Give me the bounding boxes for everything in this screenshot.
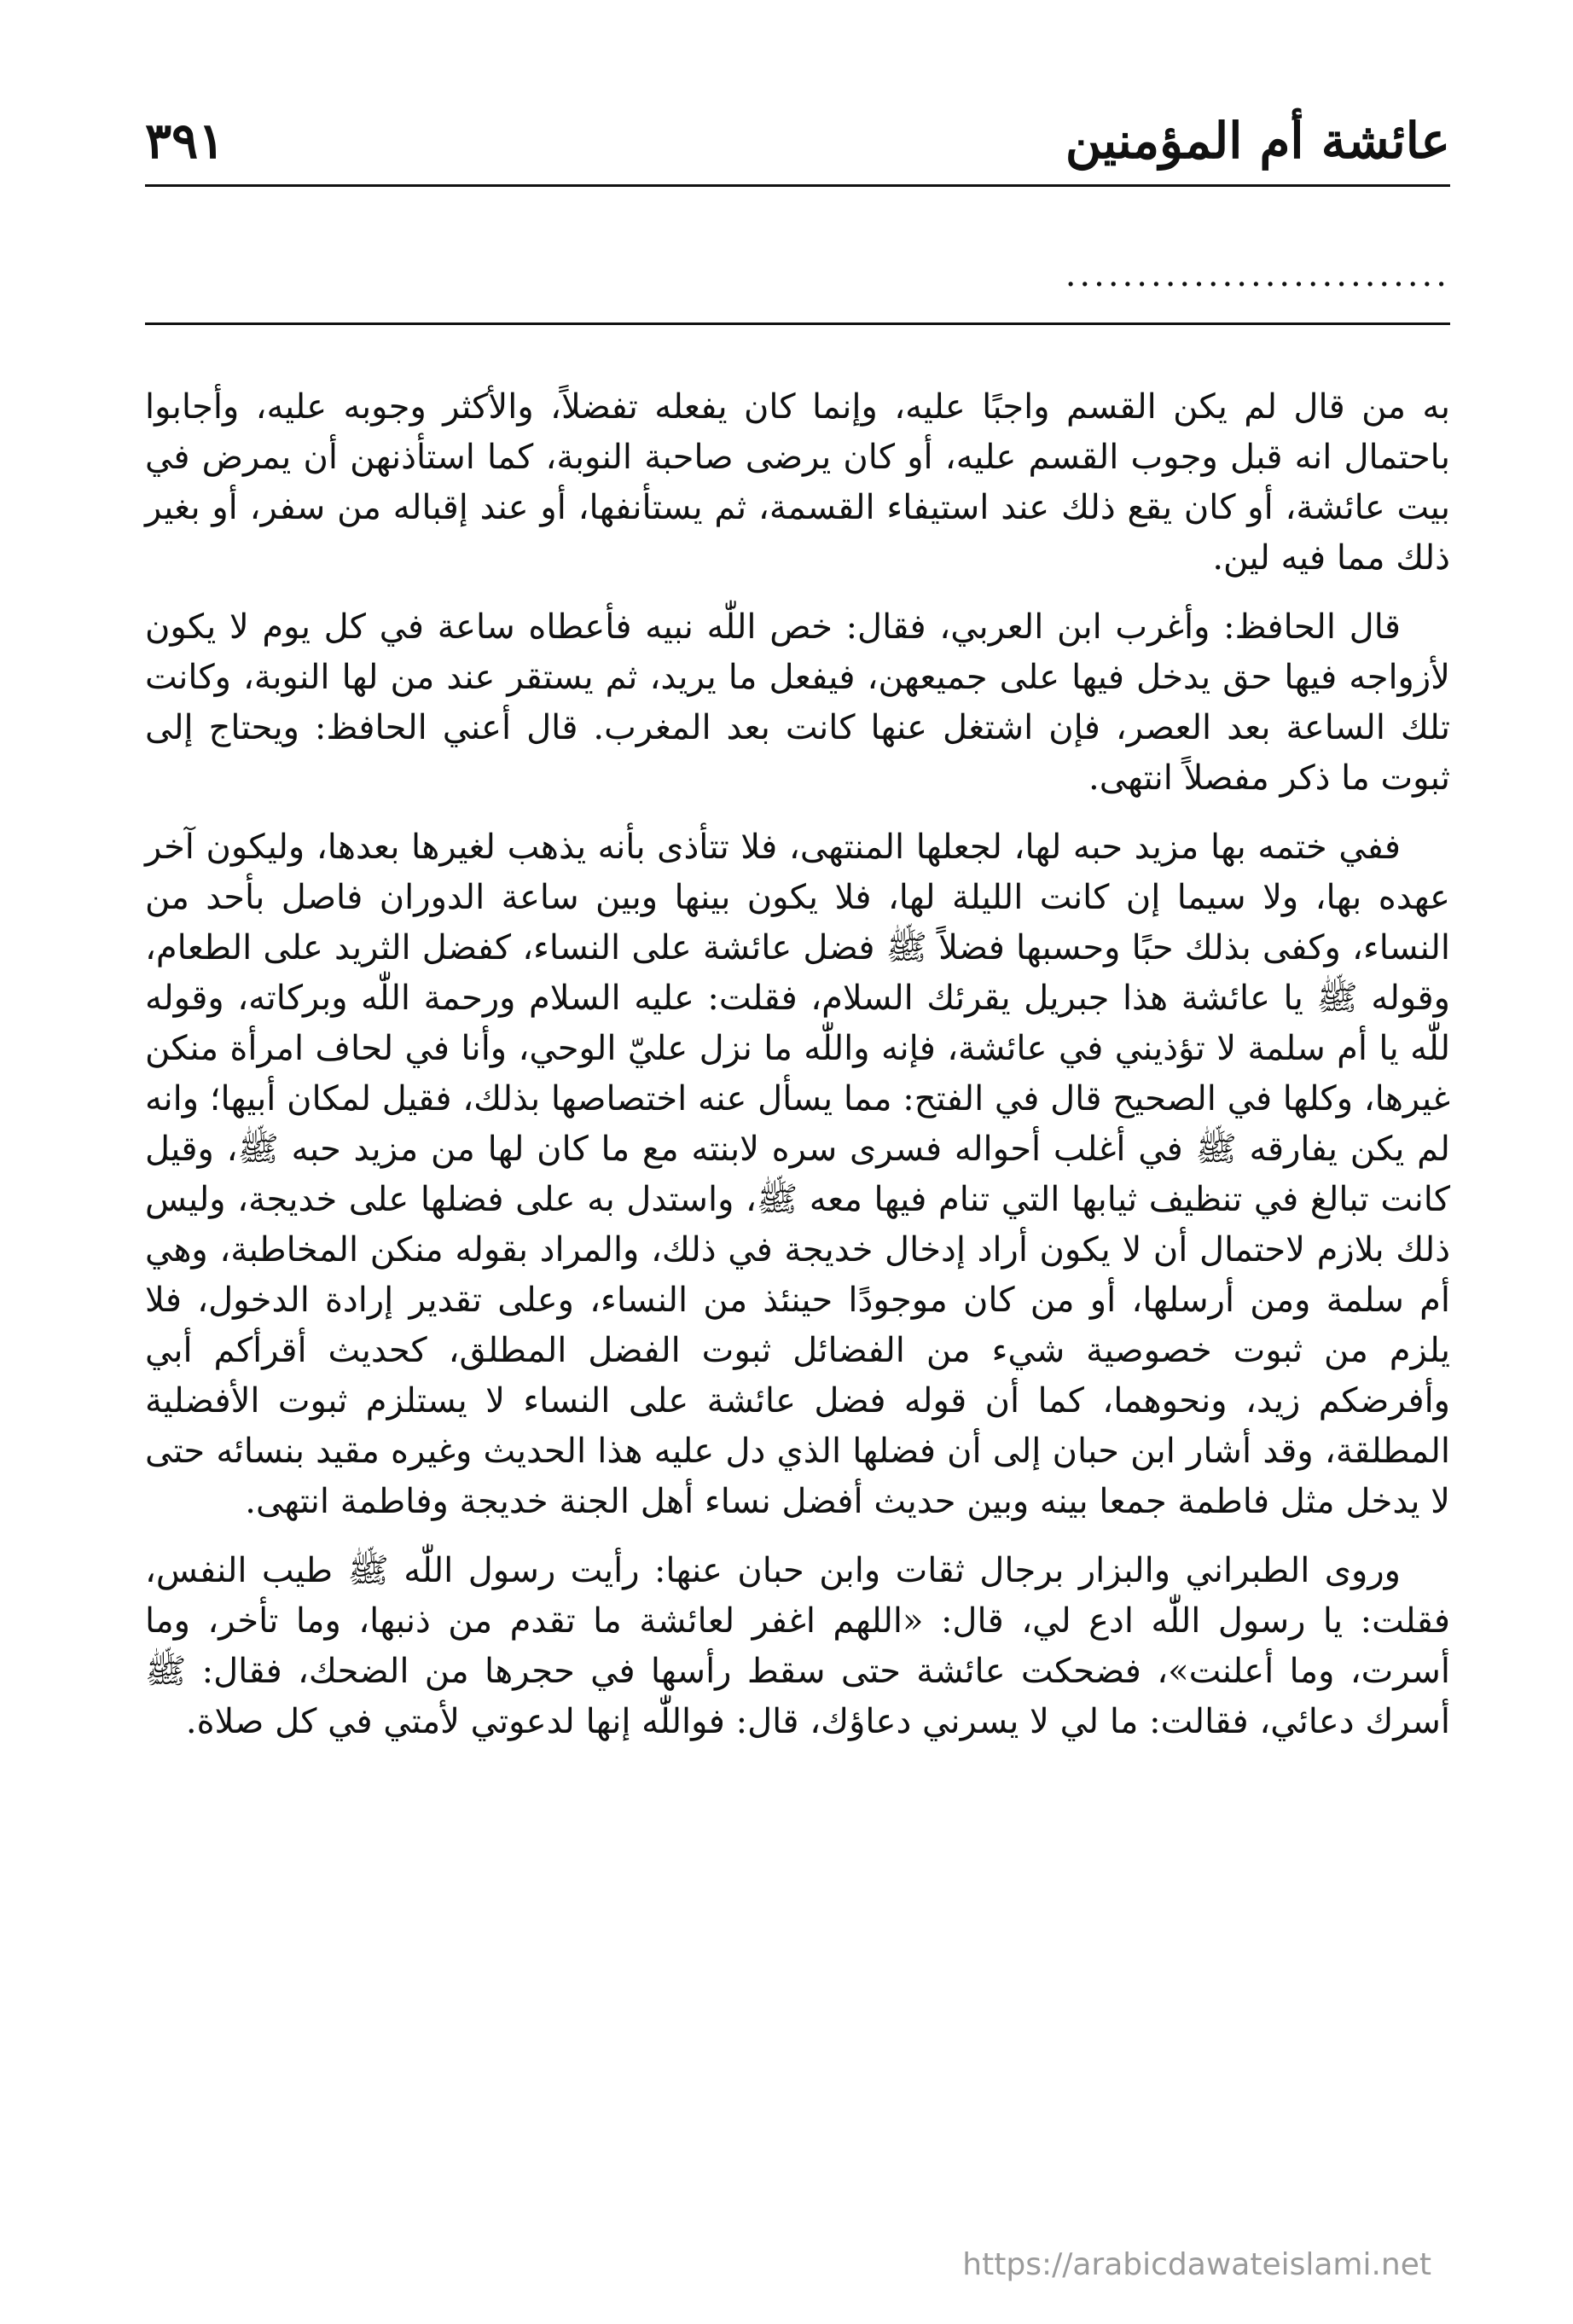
body-text <box>145 382 1450 1766</box>
paragraph: به من قال لم يكن القسم واجبًا عليه، وإنما كان يفعله تفضلاً، والأكثر وجوبه عليه، وأجابوا باحتمال انه قبل وجوب القسم عليه، أو كان يرضى صاحبة النوبة، كما استأذنهن أن يمرض في بيت عائشة، أو كان يقع ذلك عند استيفاء القسمة، ثم يستأنفها، أو عند إقباله من سفر، أو بغير ذلك مما فيه لين. <box>145 387 1450 578</box>
page-header <box>145 94 1450 171</box>
watermark-url: https://arabicdawateislami.net <box>962 2247 1431 2282</box>
header-rule <box>145 184 1450 187</box>
running-title: عائشة أم المؤمنين <box>1065 112 1450 170</box>
separator-rule <box>145 322 1450 325</box>
paragraph: قال الحافظ: وأغرب ابن العربي، فقال: خص اللّٰه نبيه فأعطاه ساعة في كل يوم لا يكون لأزواجه فيها حق يدخل فيها على جميعهن، فيفعل ما يريد، ثم يستقر عند من لها النوبة، وكانت تلك الساعة بعد العصر، فإن اشتغل عنها كانت بعد المغرب. قال أعني الحافظ: ويحتاج إلى ثبوت ما ذكر مفصلاً انتهى. <box>145 607 1450 798</box>
continuation-dots: ........................... <box>1065 255 1450 294</box>
page-number: ٣٩١ <box>145 112 225 170</box>
paragraph: وروى الطبراني والبزار برجال ثقات وابن حبان عنها: رأيت رسول اللّٰه ﷺ طيب النفس، فقلت: يا رسول اللّٰه ادع لي، قال: «اللهم اغفر لعائشة ما تقدم من ذنبها، وما تأخر، وما أسرت، وما أعلنت»، فضحكت عائشة حتى سقط رأسها في حجرها من الضحك، فقال: ﷺ أسرك دعائي، فقالت: ما لي لا يسرني دعاؤك، قال: فواللّٰه إنها لدعوتي لأمتي في كل صلاة. <box>145 1551 1450 1741</box>
paragraph: ففي ختمه بها مزيد حبه لها، لجعلها المنتهى، فلا تتأذى بأنه يذهب لغيرها بعدها، وليكون آخر عهده بها، ولا سيما إن كانت الليلة لها، فلا يكون بينها وبين ساعة الدوران فاصل بأحد من النساء، وكفى بذلك حبًا وحسبها فضلاً ﷺ فضل عائشة على النساء، كفضل الثريد على الطعام، وقوله ﷺ يا عائشة هذا جبريل يقرئك السلام، فقلت: عليه السلام ورحمة اللّٰه وبركاته، وقوله للّٰه يا أم سلمة لا تؤذيني في عائشة، فإنه واللّٰه ما نزل عليّ الوحي، وأنا في لحاف امرأة منكن غيرها، وكلها في الصحيح قال في الفتح: مما يسأل عنه اختصاصها بذلك، فقيل لمكان أبيها؛ وانه لم يكن يفارقه ﷺ في أغلب أحواله فسرى سره لابنته مع ما كان لها من مزيد حبه ﷺ، وقيل كانت تبالغ في تنظيف ثيابها التي تنام فيها معه ﷺ، واستدل به على فضلها على خديجة، وليس ذلك بلازم لاحتمال أن لا يكون أراد إدخال خديجة في ذلك، والمراد بقوله منكن المخاطبة، وهي أم سلمة ومن أرسلها، أو من كان موجودًا حينئذ من النساء، وعلى تقدير إرادة الدخول، فلا يلزم من ثبوت خصوصية شيء من الفضائل ثبوت الفضل المطلق، كحديث أقرأكم أبي وأفرضكم زيد، ونحوهما، كما أن قوله فضل عائشة على النساء لا يستلزم ثبوت الأفضلية المطلقة، وقد أشار ابن حبان إلى أن فضلها الذي دل عليه هذا الحديث وغيره مقيد بنسائه حتى لا يدخل مثل فاطمة جمعا بينه وبين حديث أفضل نساء أهل الجنة خديجة وفاطمة انتهى. <box>145 828 1451 1521</box>
